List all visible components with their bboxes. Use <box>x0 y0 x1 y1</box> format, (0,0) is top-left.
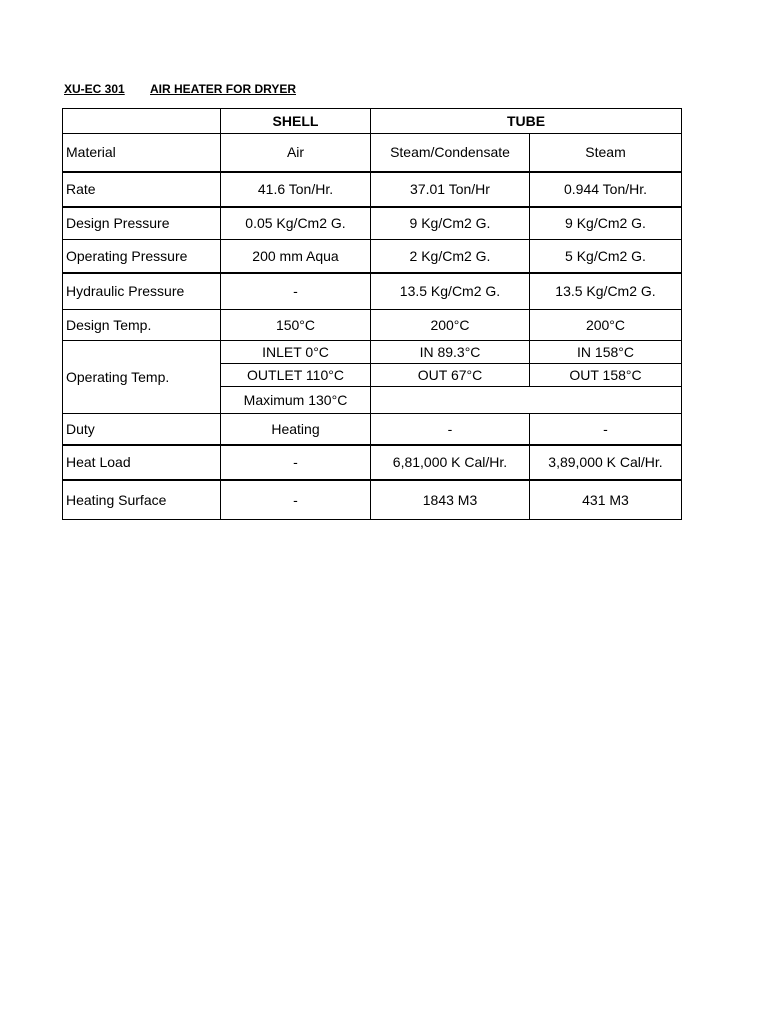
tube-cell-2: Steam <box>530 134 682 172</box>
shell-cell: 200 mm Aqua <box>221 240 371 273</box>
tube-cell-1: - <box>371 414 530 445</box>
column-header-shell: SHELL <box>221 109 371 134</box>
tube-cell-2: 431 M3 <box>530 480 682 520</box>
row-label: Rate <box>63 172 221 207</box>
shell-cell: - <box>221 445 371 480</box>
header-blank-cell <box>63 109 221 134</box>
table-row-hydraulic-pressure <box>63 273 682 310</box>
shell-cell: INLET 0°C <box>221 341 371 364</box>
shell-cell: 150°C <box>221 310 371 341</box>
tube-cell-1: 200°C <box>371 310 530 341</box>
tube-cell-2: 13.5 Kg/Cm2 G. <box>530 273 682 310</box>
row-label: Material <box>63 134 221 172</box>
shell-cell: OUTLET 110°C <box>221 364 371 387</box>
table-row-design-temp <box>63 310 682 341</box>
table-row-heat-load <box>63 445 682 480</box>
tube-cell-1: 1843 M3 <box>371 480 530 520</box>
row-label: Operating Temp. <box>63 341 221 414</box>
document-header <box>64 82 296 96</box>
tube-cell-1: OUT 67°C <box>371 364 530 387</box>
row-label: Duty <box>63 414 221 445</box>
column-header-tube: TUBE <box>371 109 682 134</box>
shell-cell: Air <box>221 134 371 172</box>
tube-cell-2: 3,89,000 K Cal/Hr. <box>530 445 682 480</box>
shell-cell: 41.6 Ton/Hr. <box>221 172 371 207</box>
tube-cell-2: 9 Kg/Cm2 G. <box>530 207 682 240</box>
tube-cell-1: IN 89.3°C <box>371 341 530 364</box>
table-header-row <box>63 109 682 134</box>
tube-cell-2: 5 Kg/Cm2 G. <box>530 240 682 273</box>
tube-cell-1: 2 Kg/Cm2 G. <box>371 240 530 273</box>
tube-cell-2: IN 158°C <box>530 341 682 364</box>
spec-table <box>62 108 682 520</box>
row-label: Design Temp. <box>63 310 221 341</box>
equipment-code: XU-EC 301 <box>64 82 125 96</box>
row-label: Hydraulic Pressure <box>63 273 221 310</box>
tube-cell-1: 9 Kg/Cm2 G. <box>371 207 530 240</box>
row-label: Design Pressure <box>63 207 221 240</box>
tube-cell-1: 37.01 Ton/Hr <box>371 172 530 207</box>
tube-cell-2: 0.944 Ton/Hr. <box>530 172 682 207</box>
equipment-title: AIR HEATER FOR DRYER <box>150 82 297 96</box>
shell-cell: - <box>221 480 371 520</box>
tube-cell-1: Steam/Condensate <box>371 134 530 172</box>
shell-cell: Maximum 130°C <box>221 387 371 414</box>
tube-cell-2: - <box>530 414 682 445</box>
row-label: Heat Load <box>63 445 221 480</box>
table-row-operating-temp-inlet <box>63 341 682 364</box>
shell-cell: - <box>221 273 371 310</box>
tube-cell-2: OUT 158°C <box>530 364 682 387</box>
table-row-operating-pressure <box>63 240 682 273</box>
row-label: Heating Surface <box>63 480 221 520</box>
tube-cell-1: 6,81,000 K Cal/Hr. <box>371 445 530 480</box>
table-row-design-pressure <box>63 207 682 240</box>
tube-blank-cell <box>371 387 682 414</box>
table-row-material <box>63 134 682 172</box>
row-label: Operating Pressure <box>63 240 221 273</box>
table-row-rate <box>63 172 682 207</box>
table-row-duty <box>63 414 682 445</box>
tube-cell-2: 200°C <box>530 310 682 341</box>
table-row-heating-surface <box>63 480 682 520</box>
shell-cell: Heating <box>221 414 371 445</box>
tube-cell-1: 13.5 Kg/Cm2 G. <box>371 273 530 310</box>
shell-cell: 0.05 Kg/Cm2 G. <box>221 207 371 240</box>
